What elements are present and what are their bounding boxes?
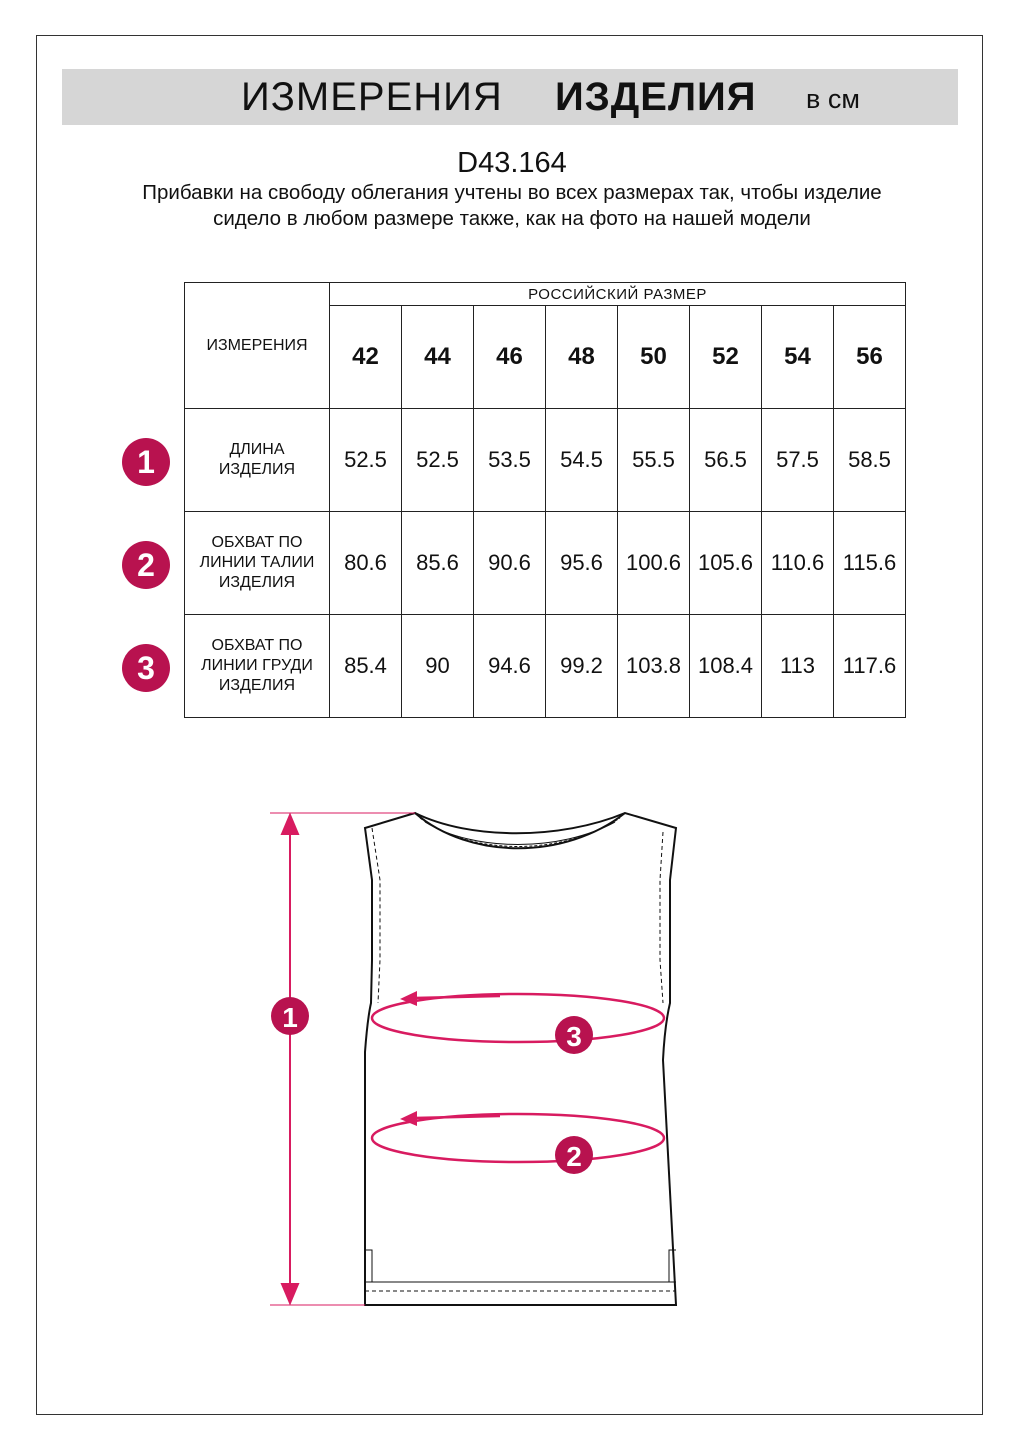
size-header: 44	[402, 306, 474, 409]
table-cell: 57.5	[762, 409, 834, 512]
table-cell: 58.5	[834, 409, 906, 512]
table-cell: 100.6	[618, 512, 690, 615]
product-code: D43.164	[457, 147, 567, 179]
chest-marker-text: 3	[566, 1021, 582, 1052]
waist-marker	[555, 1136, 593, 1174]
table-cell: 110.6	[762, 512, 834, 615]
size-header: 48	[546, 306, 618, 409]
table-cell: 90.6	[474, 512, 546, 615]
table-cell: 113	[762, 615, 834, 718]
row-label-text: ДЛИНА ИЗДЕЛИЯ	[218, 441, 296, 478]
size-header: 54	[762, 306, 834, 409]
row-badge-2: 2	[122, 541, 170, 589]
fit-note: Прибавки на свободу облегания учтены во всех размерах так, чтобы изделие сидело в любом размере также, как на фото на нашей модели	[142, 181, 882, 230]
table-cell: 85.6	[402, 512, 474, 615]
table-cell: 108.4	[690, 615, 762, 718]
chest-marker	[555, 1016, 593, 1054]
tank-top-outline	[365, 813, 676, 1305]
title-garment: ИЗДЕЛИЯ	[555, 75, 757, 119]
size-header: 52	[690, 306, 762, 409]
size-group-header: РОССИЙСКИЙ РАЗМЕР	[330, 283, 906, 306]
table-cell: 105.6	[690, 512, 762, 615]
length-marker-text: 1	[282, 1002, 298, 1033]
size-header: 56	[834, 306, 906, 409]
measure-header-cell: ИЗМЕРЕНИЯ	[185, 283, 330, 409]
size-header: 50	[618, 306, 690, 409]
table-cell: 85.4	[330, 615, 402, 718]
row-badge-3: 3	[122, 644, 170, 692]
table-cell: 53.5	[474, 409, 546, 512]
size-header: 46	[474, 306, 546, 409]
row-label-text: ОБХВАТ ПО ЛИНИИ ГРУДИ ИЗДЕЛИЯ	[201, 637, 313, 694]
table-cell: 99.2	[546, 615, 618, 718]
table-cell: 115.6	[834, 512, 906, 615]
table-cell: 56.5	[690, 409, 762, 512]
table-cell: 117.6	[834, 615, 906, 718]
title-measurements: ИЗМЕРЕНИЯ	[241, 75, 503, 119]
chest-measure-ellipse	[372, 991, 664, 1042]
row-badge-1: 1	[122, 438, 170, 486]
unit-label: в см	[806, 84, 860, 114]
table-cell: 54.5	[546, 409, 618, 512]
length-measure-line	[270, 813, 415, 1305]
table-cell: 52.5	[330, 409, 402, 512]
table-cell: 94.6	[474, 615, 546, 718]
waist-measure-ellipse	[372, 1111, 664, 1162]
length-marker	[271, 997, 309, 1035]
table-cell: 90	[402, 615, 474, 718]
table-cell: 52.5	[402, 409, 474, 512]
table-cell: 80.6	[330, 512, 402, 615]
row-label-text: ОБХВАТ ПО ЛИНИИ ТАЛИИ ИЗДЕЛИЯ	[199, 534, 315, 591]
table-cell: 55.5	[618, 409, 690, 512]
size-header: 42	[330, 306, 402, 409]
waist-marker-text: 2	[566, 1141, 582, 1172]
table-cell: 103.8	[618, 615, 690, 718]
table-cell: 95.6	[546, 512, 618, 615]
